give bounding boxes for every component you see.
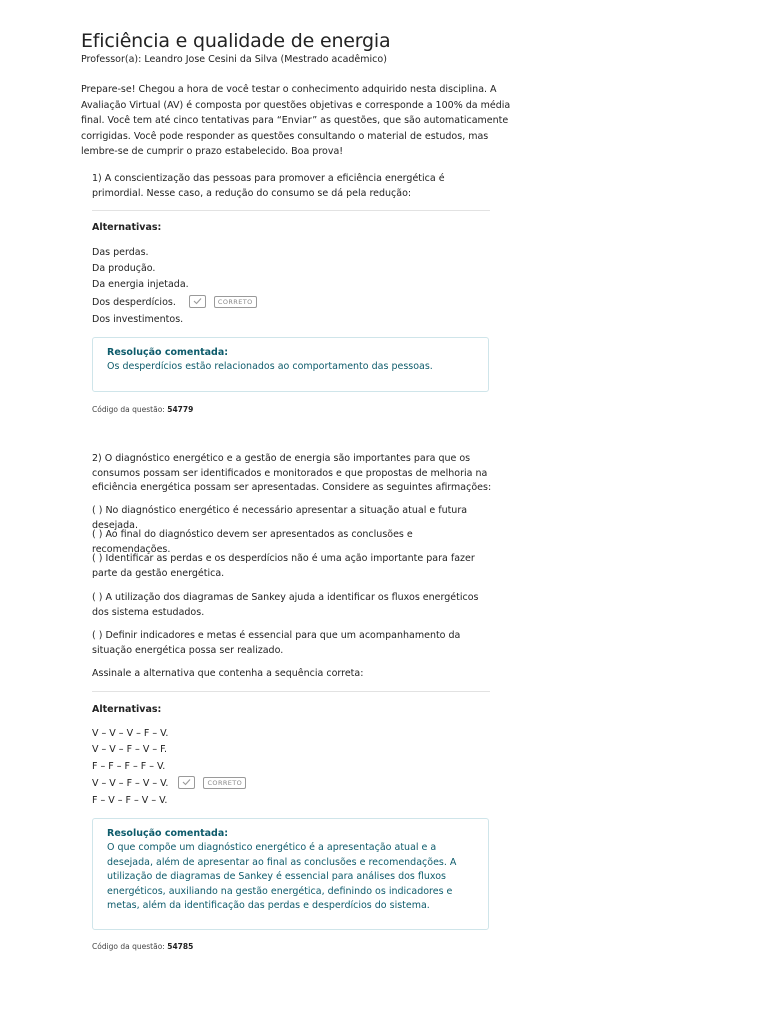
statement: ( ) No diagnóstico energético é necessário apresentar a situação atual e futura desejada. — [92, 505, 468, 531]
alternative-option[interactable] — [92, 744, 167, 755]
alternative-label: Das perdas. — [92, 247, 149, 258]
resolution-title: Resolução comentada: — [107, 347, 229, 358]
check-icon — [178, 776, 195, 789]
statement: ( ) Identificar as perdas e os desperdícios não é uma ação importante para fazer parte da gestão energética. — [92, 553, 475, 579]
alternative-option[interactable] — [92, 795, 167, 806]
alternative-label: F – F – F – F – V. — [92, 761, 166, 772]
alternative-label: Da produção. — [92, 263, 156, 274]
resolution-title: Resolução comentada: — [107, 828, 229, 839]
correct-badge: CORRETO — [203, 777, 246, 789]
statement: ( ) A utilização dos diagramas de Sankey ajuda a identificar os fluxos energéticos dos sistema estudados. — [92, 592, 479, 618]
alternative-option-selected[interactable] — [92, 777, 246, 790]
alternative-option[interactable] — [92, 263, 155, 274]
question-prompt: Assinale a alternativa que contenha a sequência correta: — [92, 668, 364, 679]
check-icon — [189, 295, 206, 308]
question-code-label: Código da questão: — [92, 942, 165, 951]
question-code-label: Código da questão: — [92, 405, 165, 414]
professor-info: Professor(a): Leandro Jose Cesini da Silva (Mestrado acadêmico) — [81, 54, 387, 65]
divider — [92, 691, 490, 692]
resolution-text: Os desperdícios estão relacionados ao comportamento das pessoas. — [107, 361, 433, 372]
question-code — [92, 405, 193, 414]
statement: ( ) Ao final do diagnóstico devem ser apresentados as conclusões e recomendações. — [92, 529, 413, 555]
alternative-option-selected[interactable] — [92, 296, 257, 309]
resolution-text: O que compõe um diagnóstico energético é a apresentação atual e a desejada, além de apresentar ao final as conclusões e recomendações. A utilização de diagramas de Sankey é essencial para análises dos fluxos energéticos, auxiliando na gestão energética, definindo os indicadores e metas, além da identificação das perdas e desperdícios do sistema. — [107, 842, 457, 911]
question-text: 2) O diagnóstico energético e a gestão de energia são importantes para que os consumos possam ser identificados e monitorados e que propostas de melhoria na eficiência energética possam ser apresentadas. Considere as seguintes afirmações: — [92, 453, 492, 493]
statement: ( ) Definir indicadores e metas é essencial para que um acompanhamento da situação energética possa ser realizado. — [92, 630, 461, 656]
alternative-label: F – V – F – V – V. — [92, 795, 168, 806]
divider — [92, 210, 490, 211]
resolution-box — [92, 337, 489, 392]
alternative-label: Dos desperdícios. — [92, 297, 176, 308]
page-title: Eficiência e qualidade de energia — [81, 30, 391, 52]
alternatives-heading: Alternativas: — [92, 704, 162, 715]
resolution-box — [92, 818, 489, 930]
question-code — [92, 942, 193, 951]
correct-badge: CORRETO — [214, 296, 257, 308]
alternative-option[interactable] — [92, 728, 168, 739]
alternative-label: V – V – V – F – V. — [92, 728, 169, 739]
intro-text: Prepare-se! Chegou a hora de você testar o conhecimento adquirido nesta disciplina. A Avaliação Virtual (AV) é composta por questões objetivas e corresponde a 100% da média final. Você tem até cinco tentativas para “Enviar” as questões, que são automaticamente corrigidas. Você pode responder as questões consultando o material de estudos, mas lembre-se de cumprir o prazo estabelecido. Boa prova! — [81, 84, 511, 157]
alternative-label: V – V – F – V – V. — [92, 778, 169, 789]
alternative-option[interactable] — [92, 761, 165, 772]
question-code-value: 54785 — [167, 942, 194, 951]
alternative-label: Dos investimentos. — [92, 314, 184, 325]
question-text: 1) A conscientização das pessoas para promover a eficiência energética é primordial. Nesse caso, a redução do consumo se dá pela redução: — [92, 173, 445, 199]
alternative-label: V – V – F – V – F. — [92, 744, 168, 755]
alternatives-heading: Alternativas: — [92, 222, 162, 233]
alternative-label: Da energia injetada. — [92, 279, 189, 290]
alternative-option[interactable] — [92, 247, 149, 258]
alternative-option[interactable] — [92, 314, 183, 325]
alternative-option[interactable] — [92, 279, 189, 290]
question-code-value: 54779 — [167, 405, 194, 414]
